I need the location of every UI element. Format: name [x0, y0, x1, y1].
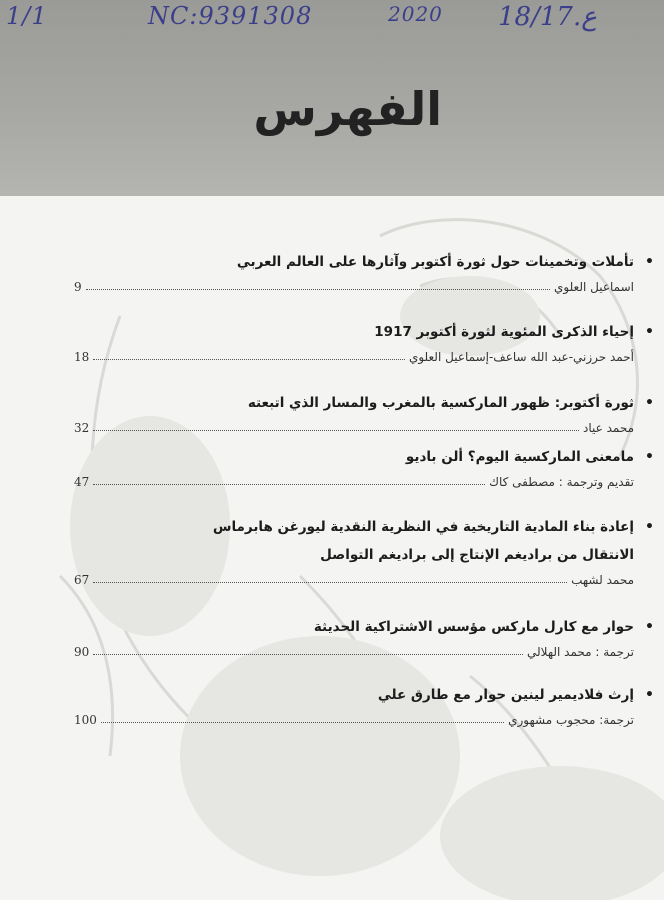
bullet-icon: • — [645, 324, 654, 340]
handwritten-mark-right: ع.18/17 — [498, 2, 597, 32]
toc-entry-title: • إرث فلاديمير لينين حوار مع طارق علي — [377, 687, 654, 703]
dotted-leader — [93, 582, 567, 583]
dotted-leader — [93, 654, 523, 655]
toc-entry — [74, 447, 654, 489]
toc-entry-title: • تأملات وتخمينات حول ثورة أكتوبر وآثارها على العالم العربي — [236, 254, 654, 270]
dotted-leader — [93, 484, 485, 485]
toc-entry-author-line — [74, 421, 634, 435]
toc-entry-page-number: 9 — [74, 280, 82, 294]
toc-entry-page-number: 90 — [74, 645, 90, 659]
toc-entry-title: • إحياء الذكرى المئوية لثورة أكتوبر 1917 — [374, 324, 654, 340]
toc-entry-author-line — [74, 645, 634, 659]
bullet-icon: • — [645, 687, 654, 703]
toc-entry-author-line — [74, 350, 634, 364]
toc-entry-page-number: 18 — [74, 350, 90, 364]
toc-entry-page-number: 47 — [74, 475, 90, 489]
bullet-icon: • — [645, 395, 654, 411]
toc-entry-subtitle: الانتقال من براديغم الإنتاج إلى براديغم التواصل — [320, 547, 634, 563]
handwritten-mark-left: 1/1 — [6, 2, 48, 30]
toc-entry — [74, 517, 654, 587]
toc-entry-page-number: 32 — [74, 421, 90, 435]
toc-entry-title: • مامعنى الماركسية اليوم؟ ألن باديو — [405, 449, 654, 465]
bullet-icon: • — [645, 449, 654, 465]
toc-entry-author: محمد لشهب — [571, 573, 634, 587]
toc-entry-author-line — [74, 713, 634, 727]
toc-entry — [74, 252, 654, 294]
page-title: الفهرس — [253, 82, 442, 136]
toc-entry-author: تقديم وترجمة : مصطفى كاك — [489, 475, 634, 489]
toc-entry-author: محمد عياد — [582, 421, 634, 435]
handwritten-year: 2020 — [388, 2, 443, 26]
bullet-icon: • — [645, 519, 654, 535]
toc-entry-title: • حوار مع كارل ماركس مؤسس الاشتراكية الحديثة — [313, 619, 654, 635]
toc-entry-title: • إعادة بناء المادية التاريخية في النظرية النقدية ليورغن هابرماس — [212, 519, 654, 535]
toc-entry — [74, 685, 654, 727]
handwritten-call-number: NC:9391308 — [148, 2, 313, 30]
toc-entry-author: ترجمة : محمد الهلالي — [527, 645, 634, 659]
toc-entry — [74, 322, 654, 364]
toc-entry-title: • ثورة أكتوبر: ظهور الماركسية بالمغرب والمسار الذي اتبعته — [247, 395, 654, 411]
toc-entry-author-line — [74, 475, 634, 489]
bullet-icon: • — [645, 254, 654, 270]
toc-entry-author: اسماعيل العلوي — [553, 280, 634, 294]
dotted-leader — [86, 289, 550, 290]
dotted-leader — [93, 359, 405, 360]
toc-entry — [74, 617, 654, 659]
toc-entry-page-number: 100 — [74, 713, 97, 727]
toc-entry-author-line — [74, 573, 634, 587]
toc-entry-page-number: 67 — [74, 573, 90, 587]
toc-entry — [74, 393, 654, 435]
toc-entry-author: أحمد حرزني-عبد الله ساعف-إسماعيل العلوي — [408, 350, 634, 364]
bullet-icon: • — [645, 619, 654, 635]
toc-entry-author: ترجمة: محجوب مشهوري — [508, 713, 634, 727]
toc-entry-author-line — [74, 280, 634, 294]
dotted-leader — [101, 722, 504, 723]
dotted-leader — [93, 430, 579, 431]
